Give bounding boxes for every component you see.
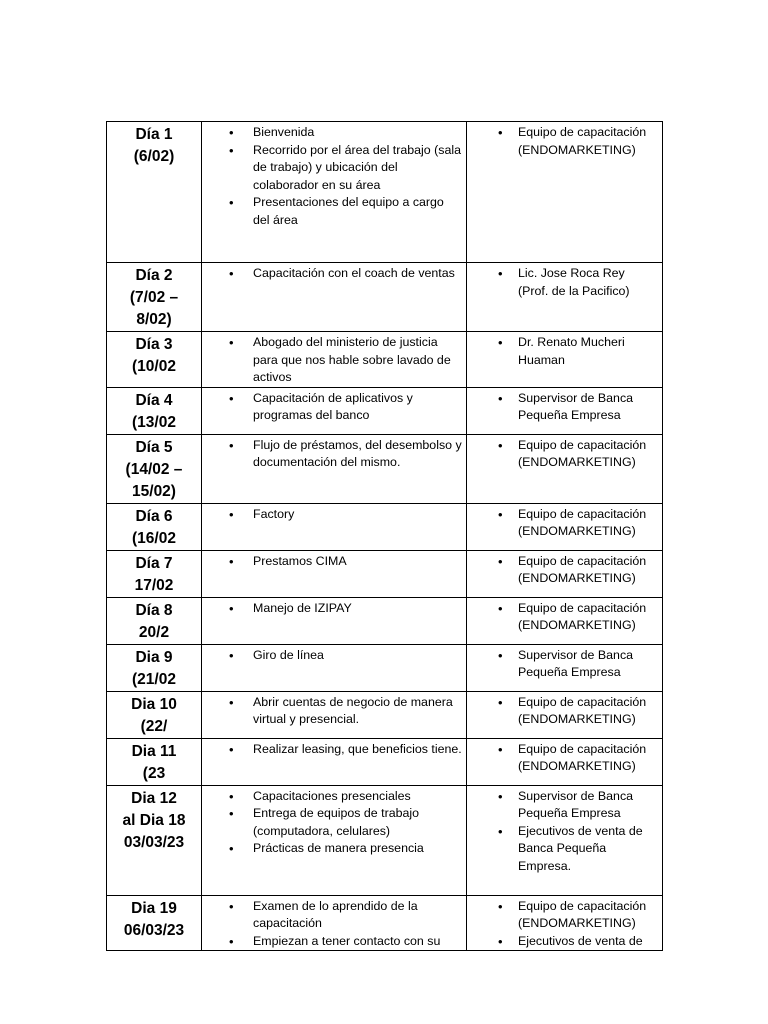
activities-cell	[202, 691, 467, 738]
responsible-list	[467, 504, 662, 541]
day-label-line: (6/02)	[133, 148, 175, 165]
activities-cell	[202, 644, 467, 691]
activities-list	[202, 598, 466, 618]
training-schedule-table	[106, 121, 663, 951]
activities-list	[202, 263, 466, 283]
day-label	[107, 598, 201, 644]
activities-cell	[202, 434, 467, 503]
table-row	[107, 263, 663, 332]
activities-list	[202, 332, 466, 387]
day-label	[107, 739, 201, 785]
activity-item: • Giro de línea	[202, 647, 462, 665]
day-label-line: Día 5	[135, 438, 173, 456]
day-label	[107, 122, 201, 168]
responsible-list	[467, 388, 662, 425]
day-label-line: (14/02 –	[125, 460, 183, 478]
day-label-line: (13/02	[132, 413, 176, 431]
activities-list	[202, 435, 466, 472]
responsible-item: • Equipo de capacitación (ENDOMARKETING)	[467, 553, 658, 588]
activities-cell	[202, 550, 467, 597]
table-row	[107, 503, 663, 550]
table-row	[107, 785, 663, 895]
activities-cell	[202, 503, 467, 550]
day-cell	[107, 332, 202, 388]
responsible-cell	[467, 895, 663, 951]
responsible-list	[467, 786, 662, 876]
day-label-line: Día 7	[135, 554, 173, 572]
responsible-item: • Supervisor de Banca Pequeña Empresa	[467, 788, 658, 823]
day-label	[107, 332, 201, 378]
responsible-item: • Equipo de capacitación (ENDOMARKETING)	[467, 437, 658, 472]
day-cell	[107, 644, 202, 691]
activities-list	[202, 122, 466, 229]
responsible-item: • Equipo de capacitación (ENDOMARKETING)	[467, 898, 658, 933]
day-label	[107, 692, 201, 738]
day-cell	[107, 785, 202, 895]
day-label-line: (22/	[140, 717, 168, 735]
responsible-cell	[467, 263, 663, 332]
activity-item: • Prácticas de manera presencia	[202, 840, 462, 858]
day-label	[107, 786, 201, 854]
day-label-line: Día 6	[135, 507, 173, 525]
day-label-line: Dia 10	[131, 695, 177, 713]
day-label-line: Día 4	[135, 391, 173, 409]
responsible-list	[467, 551, 662, 588]
activities-list	[202, 504, 466, 524]
day-cell	[107, 597, 202, 644]
table-row	[107, 895, 663, 951]
table-row	[107, 738, 663, 785]
responsible-item: • Supervisor de Banca Pequeña Empresa	[467, 647, 658, 682]
table-row	[107, 387, 663, 434]
day-cell	[107, 738, 202, 785]
responsible-cell	[467, 332, 663, 388]
activity-item: • Prestamos CIMA	[202, 553, 462, 571]
activity-item: • Entrega de equipos de trabajo (computadora, celulares)	[202, 805, 462, 840]
activity-item: • Empiezan a tener contacto con su	[202, 933, 462, 951]
day-cell	[107, 263, 202, 332]
activities-cell	[202, 122, 467, 263]
day-label-line: (23	[142, 764, 166, 782]
activities-cell	[202, 738, 467, 785]
responsible-list	[467, 692, 662, 729]
activity-item: • Capacitación con el coach de ventas	[202, 265, 462, 283]
responsible-item: • Dr. Renato Mucheri Huaman	[467, 334, 658, 369]
responsible-cell	[467, 738, 663, 785]
responsible-cell	[467, 387, 663, 434]
day-cell	[107, 691, 202, 738]
day-label-line: Día 8	[135, 601, 173, 619]
activity-item: • Manejo de IZIPAY	[202, 600, 462, 618]
responsible-item: • Equipo de capacitación (ENDOMARKETING)	[467, 124, 658, 159]
responsible-list	[467, 122, 662, 159]
responsible-cell	[467, 550, 663, 597]
activities-list	[202, 551, 466, 571]
activity-item: • Recorrido por el área del trabajo (sala de trabajo) y ubicación del colaborador en su área	[202, 142, 462, 195]
day-label-line: al Dia 18	[122, 811, 186, 829]
day-label-line: Día 1	[135, 126, 173, 143]
day-label-line: Día 2	[135, 267, 173, 284]
activity-item: • Capacitaciones presenciales	[202, 788, 462, 806]
day-label-line: 03/03/23	[123, 833, 185, 851]
day-label	[107, 504, 201, 550]
day-cell	[107, 550, 202, 597]
responsible-list	[467, 645, 662, 682]
responsible-list	[467, 435, 662, 472]
responsible-item: • Equipo de capacitación (ENDOMARKETING)	[467, 694, 658, 729]
table-row	[107, 332, 663, 388]
day-cell	[107, 387, 202, 434]
responsible-item: • Supervisor de Banca Pequeña Empresa	[467, 390, 658, 425]
day-label-line: 17/02	[134, 576, 174, 594]
activities-list	[202, 388, 466, 425]
day-label-line: 8/02)	[136, 311, 172, 328]
day-label	[107, 896, 201, 942]
activity-item: • Factory	[202, 506, 462, 524]
table-row	[107, 644, 663, 691]
day-cell	[107, 122, 202, 263]
activity-item: • Flujo de préstamos, del desembolso y documentación del mismo.	[202, 437, 462, 472]
activity-item: • Examen de lo aprendido de la capacitación	[202, 898, 462, 933]
table-row	[107, 691, 663, 738]
activity-item: • Abrir cuentas de negocio de manera virtual y presencial.	[202, 694, 462, 729]
responsible-item: • Lic. Jose Roca Rey (Prof. de la Pacifico)	[467, 265, 658, 300]
activity-item: • Presentaciones del equipo a cargo del área	[202, 194, 462, 229]
responsible-cell	[467, 122, 663, 263]
day-label	[107, 263, 201, 331]
table-row	[107, 434, 663, 503]
day-label-line: (16/02	[132, 529, 176, 547]
activities-cell	[202, 597, 467, 644]
day-cell	[107, 895, 202, 951]
activities-cell	[202, 895, 467, 951]
responsible-list	[467, 332, 662, 369]
activity-item: • Bienvenida	[202, 124, 462, 142]
activity-item: • Realizar leasing, que beneficios tiene.	[202, 741, 462, 759]
activities-list	[202, 645, 466, 665]
day-label	[107, 435, 201, 503]
day-label-line: Dia 19	[131, 899, 177, 917]
responsible-item: • Equipo de capacitación (ENDOMARKETING)	[467, 741, 658, 776]
day-label-line: 20/2	[138, 623, 170, 641]
day-label-line: Dia 11	[131, 742, 177, 760]
day-label-line: 15/02)	[132, 482, 176, 500]
activity-item: • Capacitación de aplicativos y programas del banco	[202, 390, 462, 425]
day-label	[107, 388, 201, 434]
responsible-item: • Ejecutivos de venta de	[467, 933, 658, 951]
responsible-list	[467, 896, 662, 951]
responsible-item: • Equipo de capacitación (ENDOMARKETING)	[467, 506, 658, 541]
responsible-cell	[467, 434, 663, 503]
day-label-line: (7/02 –	[129, 289, 179, 306]
responsible-item: • Equipo de capacitación (ENDOMARKETING)	[467, 600, 658, 635]
day-label	[107, 645, 201, 691]
day-label-line: (21/02	[132, 670, 176, 688]
responsible-cell	[467, 644, 663, 691]
responsible-list	[467, 739, 662, 776]
responsible-cell	[467, 691, 663, 738]
responsible-cell	[467, 785, 663, 895]
activities-list	[202, 896, 466, 951]
activities-cell	[202, 387, 467, 434]
table-row	[107, 122, 663, 263]
day-cell	[107, 503, 202, 550]
day-label-line: Dia 9	[135, 648, 173, 666]
responsible-cell	[467, 503, 663, 550]
table-row	[107, 550, 663, 597]
responsible-list	[467, 598, 662, 635]
activities-list	[202, 739, 466, 759]
day-cell	[107, 434, 202, 503]
day-label-line: 06/03/23	[123, 921, 185, 939]
day-label	[107, 551, 201, 597]
activities-list	[202, 692, 466, 729]
activities-cell	[202, 332, 467, 388]
responsible-item: • Ejecutivos de venta de Banca Pequeña Empresa.	[467, 823, 658, 876]
day-label-line: Día 3	[135, 336, 173, 353]
activities-cell	[202, 785, 467, 895]
activities-list	[202, 786, 466, 858]
day-label-line: Dia 12	[131, 789, 177, 807]
activities-cell	[202, 263, 467, 332]
responsible-cell	[467, 597, 663, 644]
activity-item: • Abogado del ministerio de justicia para que nos hable sobre lavado de activos	[202, 334, 462, 387]
schedule-body	[107, 122, 663, 951]
responsible-list	[467, 263, 662, 300]
day-label-line: (10/02	[132, 358, 176, 375]
table-row	[107, 597, 663, 644]
